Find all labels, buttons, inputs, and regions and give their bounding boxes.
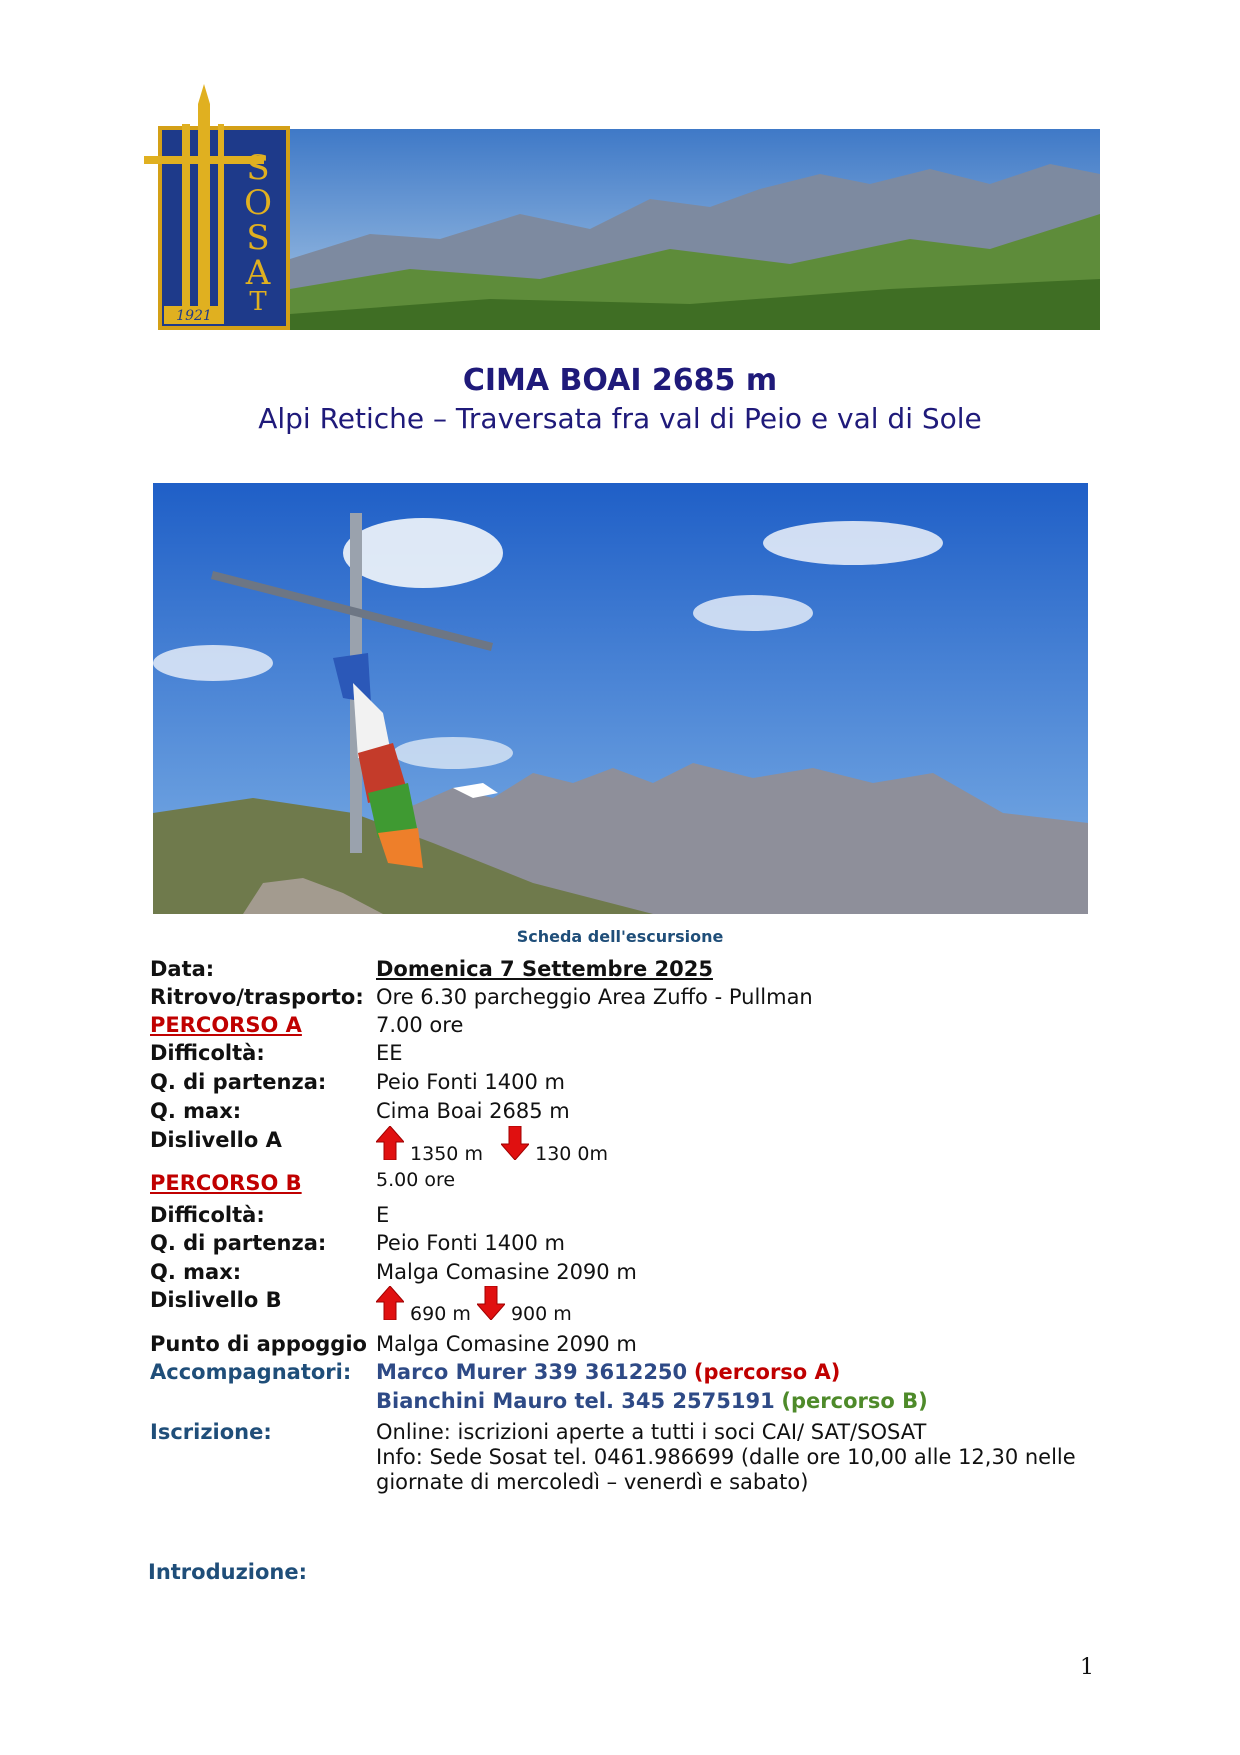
accompagnatore-a-name: Marco Murer 339 3612250 — [376, 1360, 688, 1384]
appoggio-label: Punto di appoggio — [150, 1332, 367, 1356]
dislivello-a-down: 130 0m — [535, 1143, 609, 1165]
row-dislivello-b — [150, 1286, 1100, 1326]
difficolta-b-label: Difficoltà: — [150, 1203, 265, 1227]
svg-text:T: T — [249, 287, 267, 317]
page-number: 1 — [1080, 1655, 1094, 1680]
difficolta-a-label: Difficoltà: — [150, 1041, 265, 1065]
sosat-logo — [142, 84, 292, 334]
page-subtitle: Alpi Retiche – Traversata fra val di Peio e val di Sole — [258, 402, 982, 435]
max-b-value: Malga Comasine 2090 m — [376, 1260, 637, 1284]
iscrizione-values — [376, 1420, 1116, 1495]
dislivello-a-label: Dislivello A — [150, 1128, 282, 1152]
difficolta-a-value: EE — [376, 1041, 403, 1065]
down-arrow-icon — [501, 1126, 529, 1160]
svg-text:S: S — [246, 218, 270, 258]
accompagnatori-label: Accompagnatori: — [150, 1360, 352, 1384]
dislivello-a-values — [376, 1126, 1116, 1165]
dislivello-b-down: 900 m — [510, 1303, 572, 1325]
max-a-value: Cima Boai 2685 m — [376, 1099, 570, 1123]
svg-text:A: A — [245, 253, 271, 293]
introduzione-heading: Introduzione: — [148, 1560, 308, 1584]
accompagnatore-b-name: Bianchini Mauro tel. 345 2575191 — [376, 1389, 775, 1413]
percorso-b-value: 5.00 ore — [376, 1169, 456, 1191]
partenza-b-value: Peio Fonti 1400 m — [376, 1231, 565, 1255]
partenza-b-label: Q. di partenza: — [150, 1231, 327, 1255]
partenza-a-label: Q. di partenza: — [150, 1070, 327, 1094]
dislivello-b-label: Dislivello B — [150, 1288, 282, 1312]
row-accompagnatori — [150, 1358, 1100, 1418]
down-arrow-icon — [477, 1286, 505, 1320]
accompagnatore-a-note: (percorso A) — [693, 1360, 841, 1384]
iscrizione-line2: Info: Sede Sosat tel. 0461.986699 (dalle ore 10,00 alle 12,30 nelle — [376, 1445, 1076, 1469]
svg-text:1921: 1921 — [176, 308, 212, 324]
summit-cross-photo — [153, 483, 1088, 914]
data-label: Data: — [150, 957, 215, 981]
max-b-label: Q. max: — [150, 1260, 242, 1284]
appoggio-value: Malga Comasine 2090 m — [376, 1332, 637, 1356]
page-title: CIMA BOAI 2685 m — [462, 363, 778, 398]
iscrizione-label: Iscrizione: — [150, 1420, 272, 1444]
up-arrow-icon — [376, 1126, 404, 1160]
sheet-caption: Scheda dell'escursione — [516, 927, 724, 946]
accompagnatore-b-note: (percorso B) — [781, 1389, 928, 1413]
row-iscrizione — [150, 1420, 1100, 1500]
ritrovo-value: Ore 6.30 parcheggio Area Zuffo - Pullman — [376, 985, 813, 1009]
difficolta-b-value: E — [376, 1203, 390, 1227]
mountain-banner-image — [290, 129, 1100, 330]
up-arrow-icon — [376, 1286, 404, 1320]
data-value: Domenica 7 Settembre 2025 — [376, 957, 713, 981]
row-dislivello-a — [150, 1126, 1100, 1166]
ritrovo-label: Ritrovo/trasporto: — [150, 985, 364, 1009]
percorso-a-value: 7.00 ore — [376, 1013, 464, 1037]
accompagnatori-values — [376, 1358, 1116, 1416]
dislivello-b-values — [376, 1286, 1116, 1325]
svg-text:O: O — [244, 183, 272, 223]
iscrizione-line1: Online: iscrizioni aperte a tutti i soci CAI/ SAT/SOSAT — [376, 1420, 927, 1444]
dislivello-a-up: 1350 m — [410, 1143, 483, 1165]
percorso-a-label: PERCORSO A — [150, 1013, 302, 1037]
dislivello-b-up: 690 m — [410, 1303, 471, 1325]
partenza-a-value: Peio Fonti 1400 m — [376, 1070, 565, 1094]
svg-text:S: S — [246, 148, 270, 188]
iscrizione-line3: giornate di mercoledì – venerdì e sabato) — [376, 1470, 809, 1494]
percorso-b-label: PERCORSO B — [150, 1171, 302, 1195]
max-a-label: Q. max: — [150, 1099, 242, 1123]
